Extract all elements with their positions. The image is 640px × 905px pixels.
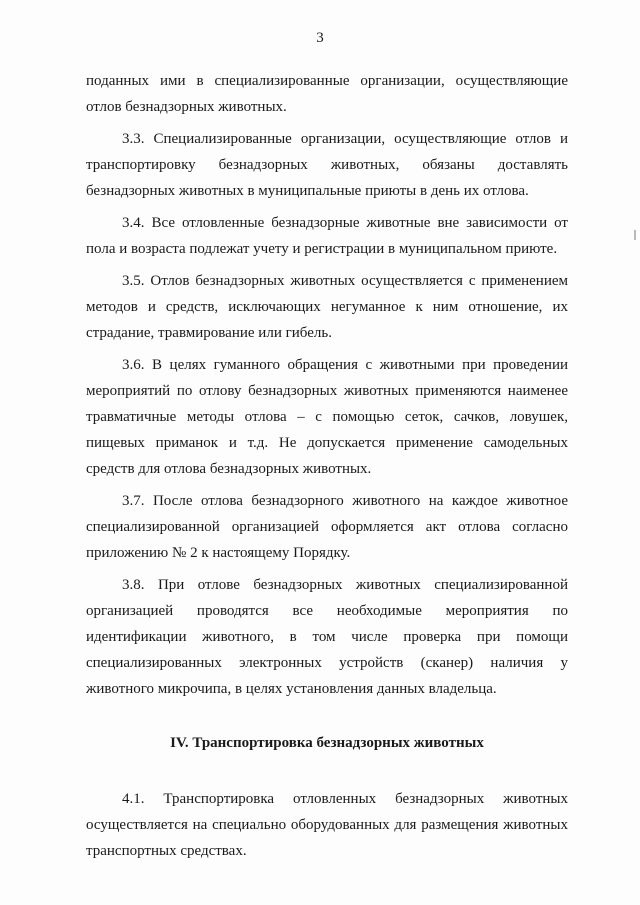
document-body — [86, 68, 568, 870]
scan-edge-mark — [634, 230, 636, 240]
paragraph-3-8: 3.8. При отлове безнадзорных животных специализированной организацией проводятся все необходимые мероприятия по идентификации животного, в том числе проверка при помощи специализированных электронных устройств (сканер) наличия у животного микрочипа, в целях установления данных владельца. — [86, 577, 568, 697]
paragraph-3-4: 3.4. Все отловленные безнадзорные животные вне зависимости от пола и возраста подлежат учету и регистрации в муниципальном приюте. — [86, 215, 568, 257]
paragraph-continuation: поданных ими в специализированные организации, осуществляющие отлов безнадзорных животных. — [86, 73, 568, 115]
paragraph-3-3: 3.3. Специализированные организации, осуществляющие отлов и транспортировку безнадзорных животных, обязаны доставлять безнадзорных животных в муниципальные приюты в день их отлова. — [86, 131, 568, 199]
paragraph-3-7: 3.7. После отлова безнадзорного животного на каждое животное специализированной организацией оформляется акт отлова согласно приложению № 2 к настоящему Порядку. — [86, 493, 568, 561]
paragraph-3-5: 3.5. Отлов безнадзорных животных осуществляется с применением методов и средств, исключающих негуманное к ним отношение, их страдание, травмирование или гибель. — [86, 273, 568, 341]
paragraph-3-6: 3.6. В целях гуманного обращения с животными при проведении мероприятий по отлову безнадзорных животных применяются наименее травматичные методы отлова – с помощью сеток, сачков, ловушек, пищевых приманок и т.д. Не допускается применение самодельных средств для отлова безнадзорных животных. — [86, 357, 568, 477]
section-heading: IV. Транспортировка безнадзорных животных — [170, 735, 484, 751]
paragraph-4-1: 4.1. Транспортировка отловленных безнадзорных животных осуществляется на специально оборудованных для размещения животных транспортных средствах. — [86, 791, 568, 859]
page-number: 3 — [316, 30, 324, 46]
